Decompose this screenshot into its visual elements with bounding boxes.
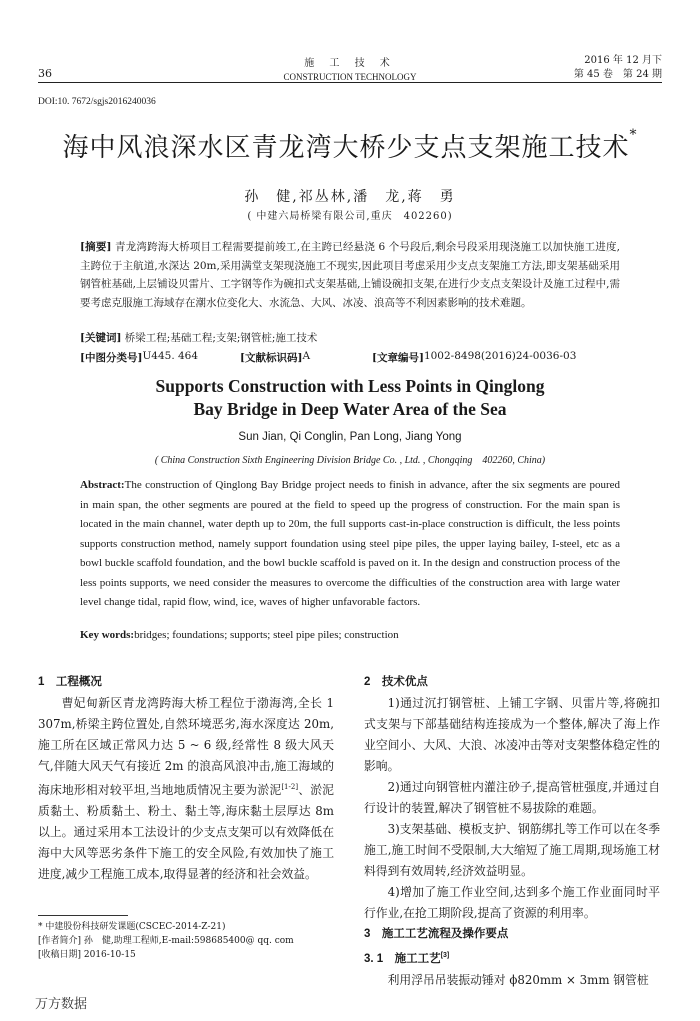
title-en-line-1: Supports Construction with Less Points in Qinglong xyxy=(155,376,545,396)
journal-header xyxy=(230,54,470,82)
abstract-en-label: Abstract: xyxy=(80,479,125,491)
journal-name-en: CONSTRUCTION TECHNOLOGY xyxy=(283,72,417,82)
issue-volume: 第 45 卷 第 24 期 xyxy=(573,69,662,80)
section-1-paragraph: 曹妃甸新区青龙湾跨海大桥工程位于渤海湾,全长 1 307m,桥梁主跨位置处,自然环境恶劣,海水深度达 20m,施工所在区域正常风力达 5 ~ 6 级,经常性 8 级大风天气,伴随大风天气有接近 2m 的浪高风浪冲击,施工海域的海床地形相对较平坦,当地地质情况主要为淤泥[1-2]、淤泥质黏土、粉质黏土、粉土、黏土等,海床黏土层厚达 8m 以上。通过采用本工法设计的少支点支架可以有效降低在海中大风等恶劣条件下施工的安全风险,有效加快了施工进度,减少工程施工成本,取得显著的经济和社会效益。 xyxy=(38,696,334,881)
issue-date: 2016 年 12 月下 xyxy=(584,55,662,66)
title-en-line-2: Bay Bridge in Deep Water Area of the Sea xyxy=(193,399,507,419)
page-number: 36 xyxy=(38,67,52,80)
section-2-heading: 2 技术优点 xyxy=(364,676,428,688)
keywords-en xyxy=(80,629,620,641)
section-3-heading: 3 施工工艺流程及操作要点 xyxy=(364,928,509,940)
paper-title-en xyxy=(0,375,700,421)
footnote-author: [作者简介] 孙 健,助理工程师,E-mail:598685400@ qq. com xyxy=(38,936,294,946)
clc-number: [中图分类号] U445. 464 xyxy=(80,350,199,364)
footnote-received: [收稿日期] 2016-10-15 xyxy=(38,950,136,960)
body-column-left xyxy=(38,672,334,885)
keywords-zh-label: [关键词] xyxy=(80,332,122,344)
title-footnote-mark: * xyxy=(629,127,638,143)
abstract-zh-text: 青龙湾跨海大桥项目工程需要提前竣工,在主跨已经悬浇 6 个号段后,剩余号段采用现浇施工以加快施工进度,主跨位于主航道,水深达 20m,采用满堂支架现浇施工不现实,因此项目考虑采用少支点支架施工方法,即支架基础采用钢管桩基础,上层铺设贝雷片、工字钢等作为碗扣式支架基础,上铺设碗扣支架,在进行少支点支架设计及施工过程中,需要考虑克服施工海域存在潮水位变化大、水流急、大风、冰凌、浪高等不利因素影响的技术难题。 xyxy=(80,241,620,309)
issue-info xyxy=(574,54,662,82)
journal-name-zh: 施 工 技 术 xyxy=(304,58,396,69)
authors-zh: 孙 健,祁丛林,潘 龙,蒋 勇 xyxy=(244,189,456,205)
header-rule xyxy=(38,82,662,83)
watermark: 万方数据 xyxy=(35,997,88,1012)
section-2-point-2: 2)通过向钢管桩内灌注砂子,提高管桩强度,并通过自行设计的装置,解决了钢管桩不易拔除的难题。 xyxy=(364,780,660,815)
abstract-zh-label: [摘要] xyxy=(80,241,112,253)
keywords-zh-text: 桥梁工程;基础工程;支架;钢管桩;施工技术 xyxy=(124,332,318,344)
title-zh-text: 海中风浪深水区青龙湾大桥少支点支架施工技术 xyxy=(62,133,630,163)
authors-en: Sun Jian, Qi Conglin, Pan Long, Jiang Yong xyxy=(238,431,462,443)
keywords-en-label: Key words: xyxy=(80,629,135,641)
section-3-1-paragraph: 利用浮吊吊装振动锤对 ϕ820mm × 3mm 钢管桩 xyxy=(387,972,649,987)
paper-title-zh xyxy=(0,127,700,164)
abstract-en-text: The construction of Qinglong Bay Bridge project needs to finish in advance, after the six segments are poured in main span, the other segments are poured at the field to speed up the progress of construction. For the main span is located in the main channel, water depth up to 20m, the full supports cast-in-place construction is difficult, the less points supports construction method, namely support foundation using steel pipe piles, the upper laying bailey, I-steel, etc as a bowl buckle scaffold foundation, and the bowl buckle scaffold is paved on it. In the design and construction process of the less points supports, we need consider the measures to overcome the difficulties of the construction area with large water level change tidal, rapid flow, wind, ice, waves of higher unfavorable factors. xyxy=(80,479,620,608)
section-1-heading: 1 工程概况 xyxy=(38,676,102,688)
abstract-zh xyxy=(80,238,620,312)
footnote-fund: * 中建股份科技研发课题(CSCEC-2014-Z-21) xyxy=(38,922,226,932)
keywords-zh xyxy=(80,330,620,345)
citation-3: [3] xyxy=(440,952,450,959)
abstract-en xyxy=(80,476,620,613)
keywords-en-text: bridges; foundations; supports; steel pipe piles; construction xyxy=(134,629,399,641)
affiliation-en: ( China Construction Sixth Engineering Division Bridge Co. , Ltd. , Chongqing 402260, China) xyxy=(154,455,546,466)
section-3-1-heading: 3. 1 施工工艺[3] xyxy=(364,952,450,965)
section-2-point-1: 1)通过沉打钢管桩、上铺工字钢、贝雷片等,将碗扣式支架与下部基础结构连接成为一个整体,解决了海上作业空间小、大风、大浪、冰凌冲击等对支架整体稳定性的影响。 xyxy=(364,696,660,773)
doi: DOI:10. 7672/sgjs2016240036 xyxy=(38,97,156,107)
citation-1-2: [1-2] xyxy=(281,783,299,791)
article-number: [文章编号] 1002-8498(2016)24-0036-03 xyxy=(372,350,577,364)
section-2-point-3: 3)支架基础、模板支护、钢筋绑扎等工作可以在冬季施工,施工时间不受限制,大大缩短了施工周期,现场施工材料得到有效周转,经济效益明显。 xyxy=(364,822,660,878)
footnotes xyxy=(38,920,338,962)
affiliation-zh: ( 中建六局桥梁有限公司,重庆 402260) xyxy=(247,211,453,222)
body-column-right xyxy=(364,672,660,991)
section-2-point-4: 4)增加了施工作业空间,达到多个施工作业面同时平行作业,在抢工期阶段,提高了资源的利用率。 xyxy=(364,885,660,920)
footnote-rule xyxy=(38,915,128,916)
document-code: [文献标识码] A xyxy=(240,350,311,364)
